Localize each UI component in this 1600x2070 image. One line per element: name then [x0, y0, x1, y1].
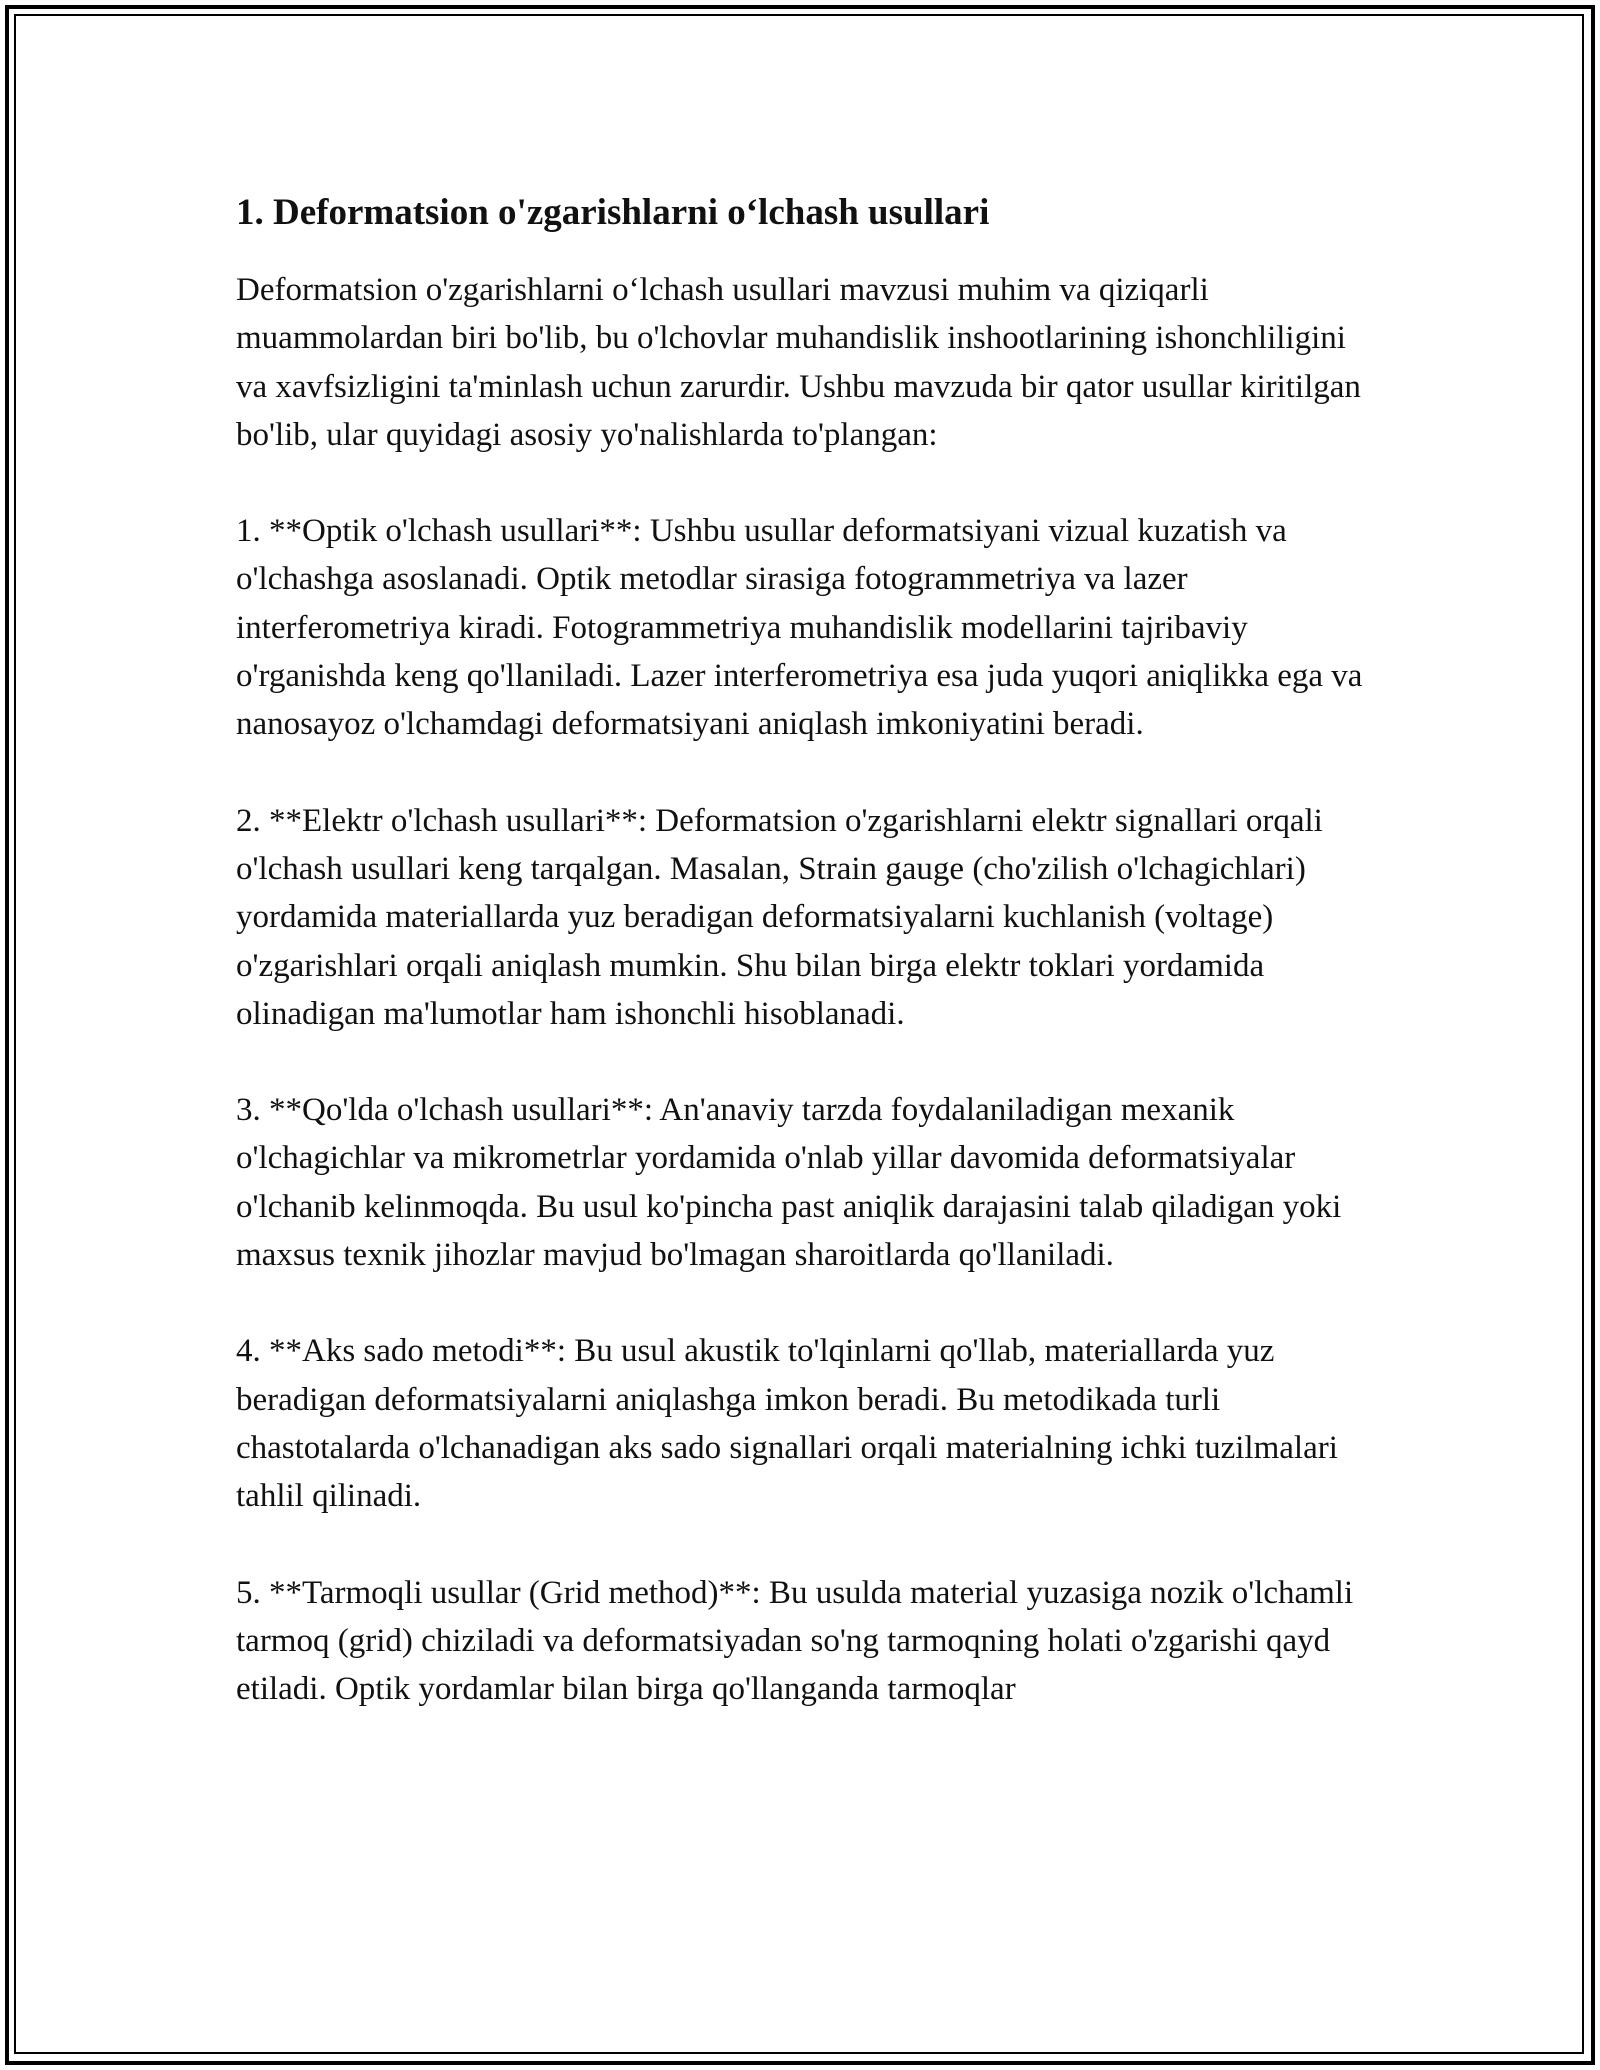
- intro-paragraph: Deformatsion o'zgarishlarni o‘lchash usullari mavzusi muhim va qiziqarli muammolardan biri bo'lib, bu o'lchovlar muhandislik inshootlarining ishonchliligini va xavfsizligini ta'minlash uchun zarurdir. Ushbu mavzuda bir qator usullar kiritilgan bo'lib, ular quyidagi asosiy yo'nalishlarda to'plangan:: [236, 272, 1361, 453]
- paragraph-grid-method: 5. **Tarmoqli usullar (Grid method)**: Bu usulda material yuzasiga nozik o'lchamli tarmoq (grid) chiziladi va deformatsiyadan so'ng tarmoqning holati o'zgarishi qayd etiladi. Optik yordamlar bilan birga qo'llanganda tarmoqlar: [236, 1574, 1354, 1708]
- paragraph-echo-method: 4. **Aks sado metodi**: Bu usul akustik to'lqinlarni qo'llab, materiallarda yuz beradigan deformatsiyalarni aniqlashga imkon beradi. Bu metodikada turli chastotalarda o'lchanadigan aks sado signallari orqali materialning ichki tuzilmalari tahlil qilinadi.: [236, 1333, 1338, 1515]
- section-heading: 1. Deformatsion o'zgarishlarni o‘lchash usullari: [236, 192, 990, 233]
- paragraph-electrical-methods: 2. **Elektr o'lchash usullari**: Deformatsion o'zgarishlarni elektr signallari orqali o'lchash usullari keng tarqalgan. Masalan, Strain gauge (cho'zilish o'lchagichlari) yordamida materiallarda yuz beradigan deformatsiyalarni kuchlanish (voltage) o'zgarishlari orqali aniqlash mumkin. Shu bilan birga elektr toklari yordamida olinadigan ma'lumotlar ham ishonchli hisoblanadi.: [236, 802, 1323, 1032]
- paragraph-optical-methods: 1. **Optik o'lchash usullari**: Ushbu usullar deformatsiyani vizual kuzatish va o'lchashga asoslanadi. Optik metodlar sirasiga fotogrammetriya va lazer interferometriya kiradi. Fotogrammetriya muhandislik modellarini tajribaviy o'rganishda keng qo'llaniladi. Lazer interferometriya esa juda yuqori aniqlikka ega va nanosayoz o'lchamdagi deformatsiyani aniqlash imkoniyatini beradi.: [236, 513, 1363, 743]
- document-body: [236, 186, 1376, 1761]
- paragraph-manual-methods: 3. **Qo'lda o'lchash usullari**: An'anaviy tarzda foydalaniladigan mexanik o'lchagichlar va mikrometrlar yordamida o'nlab yillar davomida deformatsiyalar o'lchanib kelinmoqda. Bu usul ko'pincha past aniqlik darajasini talab qiladigan yoki maxsus texnik jihozlar mavjud bo'lmagan sharoitlarda qo'llaniladi.: [236, 1092, 1342, 1274]
